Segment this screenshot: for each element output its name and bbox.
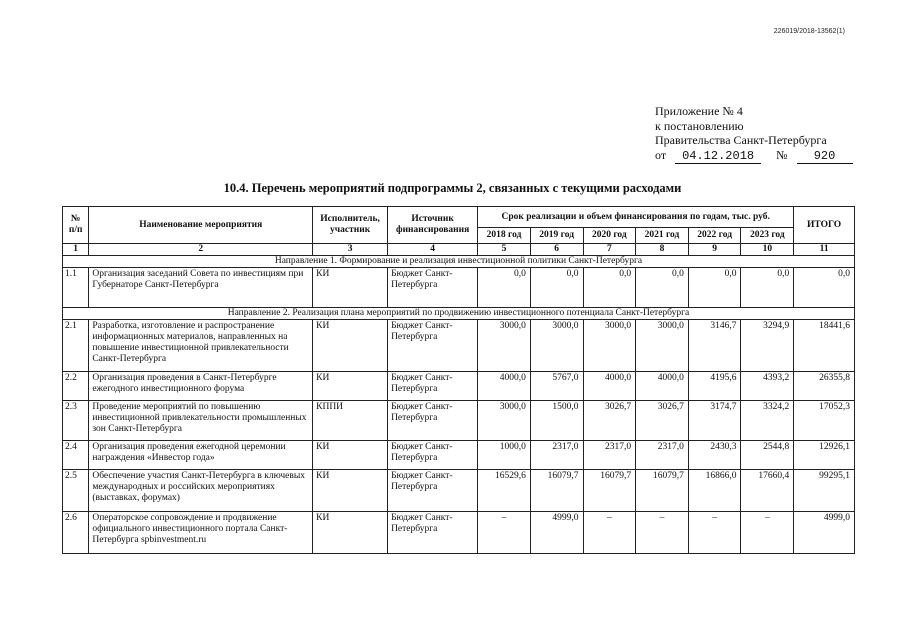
header-name: Наименование мероприятия (89, 207, 313, 244)
year-value-cell: 4000,0 (636, 372, 689, 401)
total-value-cell: 26355,8 (794, 372, 855, 401)
header-year: 2019 год (530, 228, 583, 244)
year-value-cell: 1000,0 (478, 441, 531, 470)
year-value-cell: 3026,7 (583, 401, 636, 441)
year-value-cell: 3026,7 (636, 401, 689, 441)
measure-source: Бюджет Санкт-Петербурга (388, 372, 478, 401)
resolution-number: 920 (797, 150, 853, 164)
year-value-cell: 3146,7 (688, 320, 741, 372)
measure-number: 2.6 (63, 512, 89, 554)
year-value-cell: – (583, 512, 636, 554)
total-value-cell: 18441,6 (794, 320, 855, 372)
year-value-cell: 2317,0 (583, 441, 636, 470)
year-value-cell: 2317,0 (636, 441, 689, 470)
year-value-cell: 2430,3 (688, 441, 741, 470)
total-value-cell: 0,0 (794, 268, 855, 308)
column-number: 4 (388, 244, 478, 256)
column-number: 2 (89, 244, 313, 256)
year-value-cell: 3174,7 (688, 401, 741, 441)
document-id: 226019/2018-13562(1) (773, 28, 845, 35)
year-value-cell: 4000,0 (583, 372, 636, 401)
measure-source: Бюджет Санкт-Петербурга (388, 441, 478, 470)
header-year: 2021 год (636, 228, 689, 244)
year-value-cell: 4999,0 (530, 512, 583, 554)
measure-number: 2.5 (63, 470, 89, 512)
header-num: № п/п (63, 207, 89, 244)
section-row (63, 308, 855, 320)
column-numbers-row (63, 244, 855, 256)
year-value-cell: 2544,8 (741, 441, 794, 470)
header-year: 2023 год (741, 228, 794, 244)
total-value-cell: 17052,3 (794, 401, 855, 441)
measure-name: Организация заседаний Совета по инвестициям при Губернаторе Санкт-Петербурга (89, 268, 313, 308)
year-value-cell: 3000,0 (478, 401, 531, 441)
year-value-cell: 1500,0 (530, 401, 583, 441)
measure-number: 2.1 (63, 320, 89, 372)
measure-executor: КИ (313, 320, 388, 372)
table-row (63, 441, 855, 470)
year-value-cell: 4195,6 (688, 372, 741, 401)
year-value-cell: 0,0 (530, 268, 583, 308)
total-value-cell: 99295,1 (794, 470, 855, 512)
section-title: Направление 2. Реализация плана мероприятий по продвижению инвестиционного потенциала Санкт-Петербурга (63, 308, 855, 320)
appendix-line-3: Правительства Санкт-Петербурга (655, 133, 827, 147)
measure-executor: КППИ (313, 401, 388, 441)
measure-name: Обеспечение участия Санкт-Петербурга в ключевых международных и российских мероприятиях (выставках, форумах) (89, 470, 313, 512)
column-number: 7 (583, 244, 636, 256)
total-value-cell: 4999,0 (794, 512, 855, 554)
section-title: Направление 1. Формирование и реализация инвестиционной политики Санкт-Петербурга (63, 256, 855, 268)
measure-source: Бюджет Санкт-Петербурга (388, 320, 478, 372)
year-value-cell: 3000,0 (530, 320, 583, 372)
column-number: 1 (63, 244, 89, 256)
column-number: 9 (688, 244, 741, 256)
measure-executor: КИ (313, 372, 388, 401)
header-year: 2020 год (583, 228, 636, 244)
measure-name: Операторское сопровождение и продвижение официального инвестиционного портала Санкт-Петербурга spbinvestment.ru (89, 512, 313, 554)
year-value-cell: 3294,9 (741, 320, 794, 372)
measure-source: Бюджет Санкт-Петербурга (388, 470, 478, 512)
appendix-line-2: к постановлению (655, 118, 744, 133)
measure-number: 2.4 (63, 441, 89, 470)
year-value-cell: 16866,0 (688, 470, 741, 512)
measure-source: Бюджет Санкт-Петербурга (388, 401, 478, 441)
column-number: 5 (478, 244, 531, 256)
year-value-cell: 3324,2 (741, 401, 794, 441)
header-year: 2018 год (478, 228, 531, 244)
year-value-cell: – (636, 512, 689, 554)
year-value-cell: 0,0 (636, 268, 689, 308)
year-value-cell: 0,0 (688, 268, 741, 308)
measure-number: 2.2 (63, 372, 89, 401)
year-value-cell: 0,0 (741, 268, 794, 308)
year-value-cell: – (741, 512, 794, 554)
year-value-cell: 16079,7 (636, 470, 689, 512)
year-value-cell: 3000,0 (478, 320, 531, 372)
year-value-cell: 16079,7 (583, 470, 636, 512)
year-value-cell: 0,0 (478, 268, 531, 308)
column-number: 10 (741, 244, 794, 256)
header-source: Источник финансирования (388, 207, 478, 244)
measure-number: 1.1 (63, 268, 89, 308)
year-value-cell: – (688, 512, 741, 554)
measure-source: Бюджет Санкт-Петербурга (388, 512, 478, 554)
column-number: 3 (313, 244, 388, 256)
year-value-cell: 16529,6 (478, 470, 531, 512)
column-number: 6 (530, 244, 583, 256)
measure-name: Организация проведения в Санкт-Петербурге ежегодного инвестиционного форума (89, 372, 313, 401)
year-value-cell: 17660,4 (741, 470, 794, 512)
page-title: 10.4. Перечень мероприятий подпрограммы 2, связанных с текущими расходами (223, 181, 682, 195)
measure-executor: КИ (313, 268, 388, 308)
table-row (63, 470, 855, 512)
number-label: № (776, 147, 788, 162)
year-value-cell: 4393,2 (741, 372, 794, 401)
table-row (63, 268, 855, 308)
measure-name: Проведение мероприятий по повышению инвестиционной привлекательности промышленных зон Санкт-Петербурга (89, 401, 313, 441)
year-value-cell: 3000,0 (636, 320, 689, 372)
header-year: 2022 год (688, 228, 741, 244)
year-value-cell: 3000,0 (583, 320, 636, 372)
column-number: 8 (636, 244, 689, 256)
measure-name: Разработка, изготовление и распространение информационных материалов, направленных на повышение инвестиционной привлекательности Санкт-Петербурга (89, 320, 313, 372)
resolution-date: 04.12.2018 (675, 150, 761, 164)
header-executor: Исполнитель, участник (313, 207, 388, 244)
table-row (63, 512, 855, 554)
table-body (63, 244, 855, 554)
table-row (63, 401, 855, 441)
appendix-block (655, 104, 853, 164)
year-value-cell: 16079,7 (530, 470, 583, 512)
table-row (63, 320, 855, 372)
year-value-cell: – (478, 512, 531, 554)
column-number: 11 (794, 244, 855, 256)
appendix-line-1: Приложение № 4 (655, 104, 743, 118)
from-label: от (655, 147, 667, 162)
measure-executor: КИ (313, 512, 388, 554)
header-total: ИТОГО (794, 207, 855, 244)
appendix-date-line (655, 148, 853, 164)
measure-executor: КИ (313, 470, 388, 512)
year-value-cell: 2317,0 (530, 441, 583, 470)
measure-source: Бюджет Санкт-Петербурга (388, 268, 478, 308)
year-value-cell: 0,0 (583, 268, 636, 308)
measure-executor: КИ (313, 441, 388, 470)
measure-name: Организация проведения ежегодной церемонии награждения «Инвестор года» (89, 441, 313, 470)
header-period: Срок реализации и объем финансирования по годам, тыс. руб. (478, 207, 794, 228)
year-value-cell: 5767,0 (530, 372, 583, 401)
section-row (63, 256, 855, 268)
year-value-cell: 4000,0 (478, 372, 531, 401)
total-value-cell: 12926,1 (794, 441, 855, 470)
measure-number: 2.3 (63, 401, 89, 441)
table-row (63, 372, 855, 401)
measures-table (62, 206, 855, 554)
